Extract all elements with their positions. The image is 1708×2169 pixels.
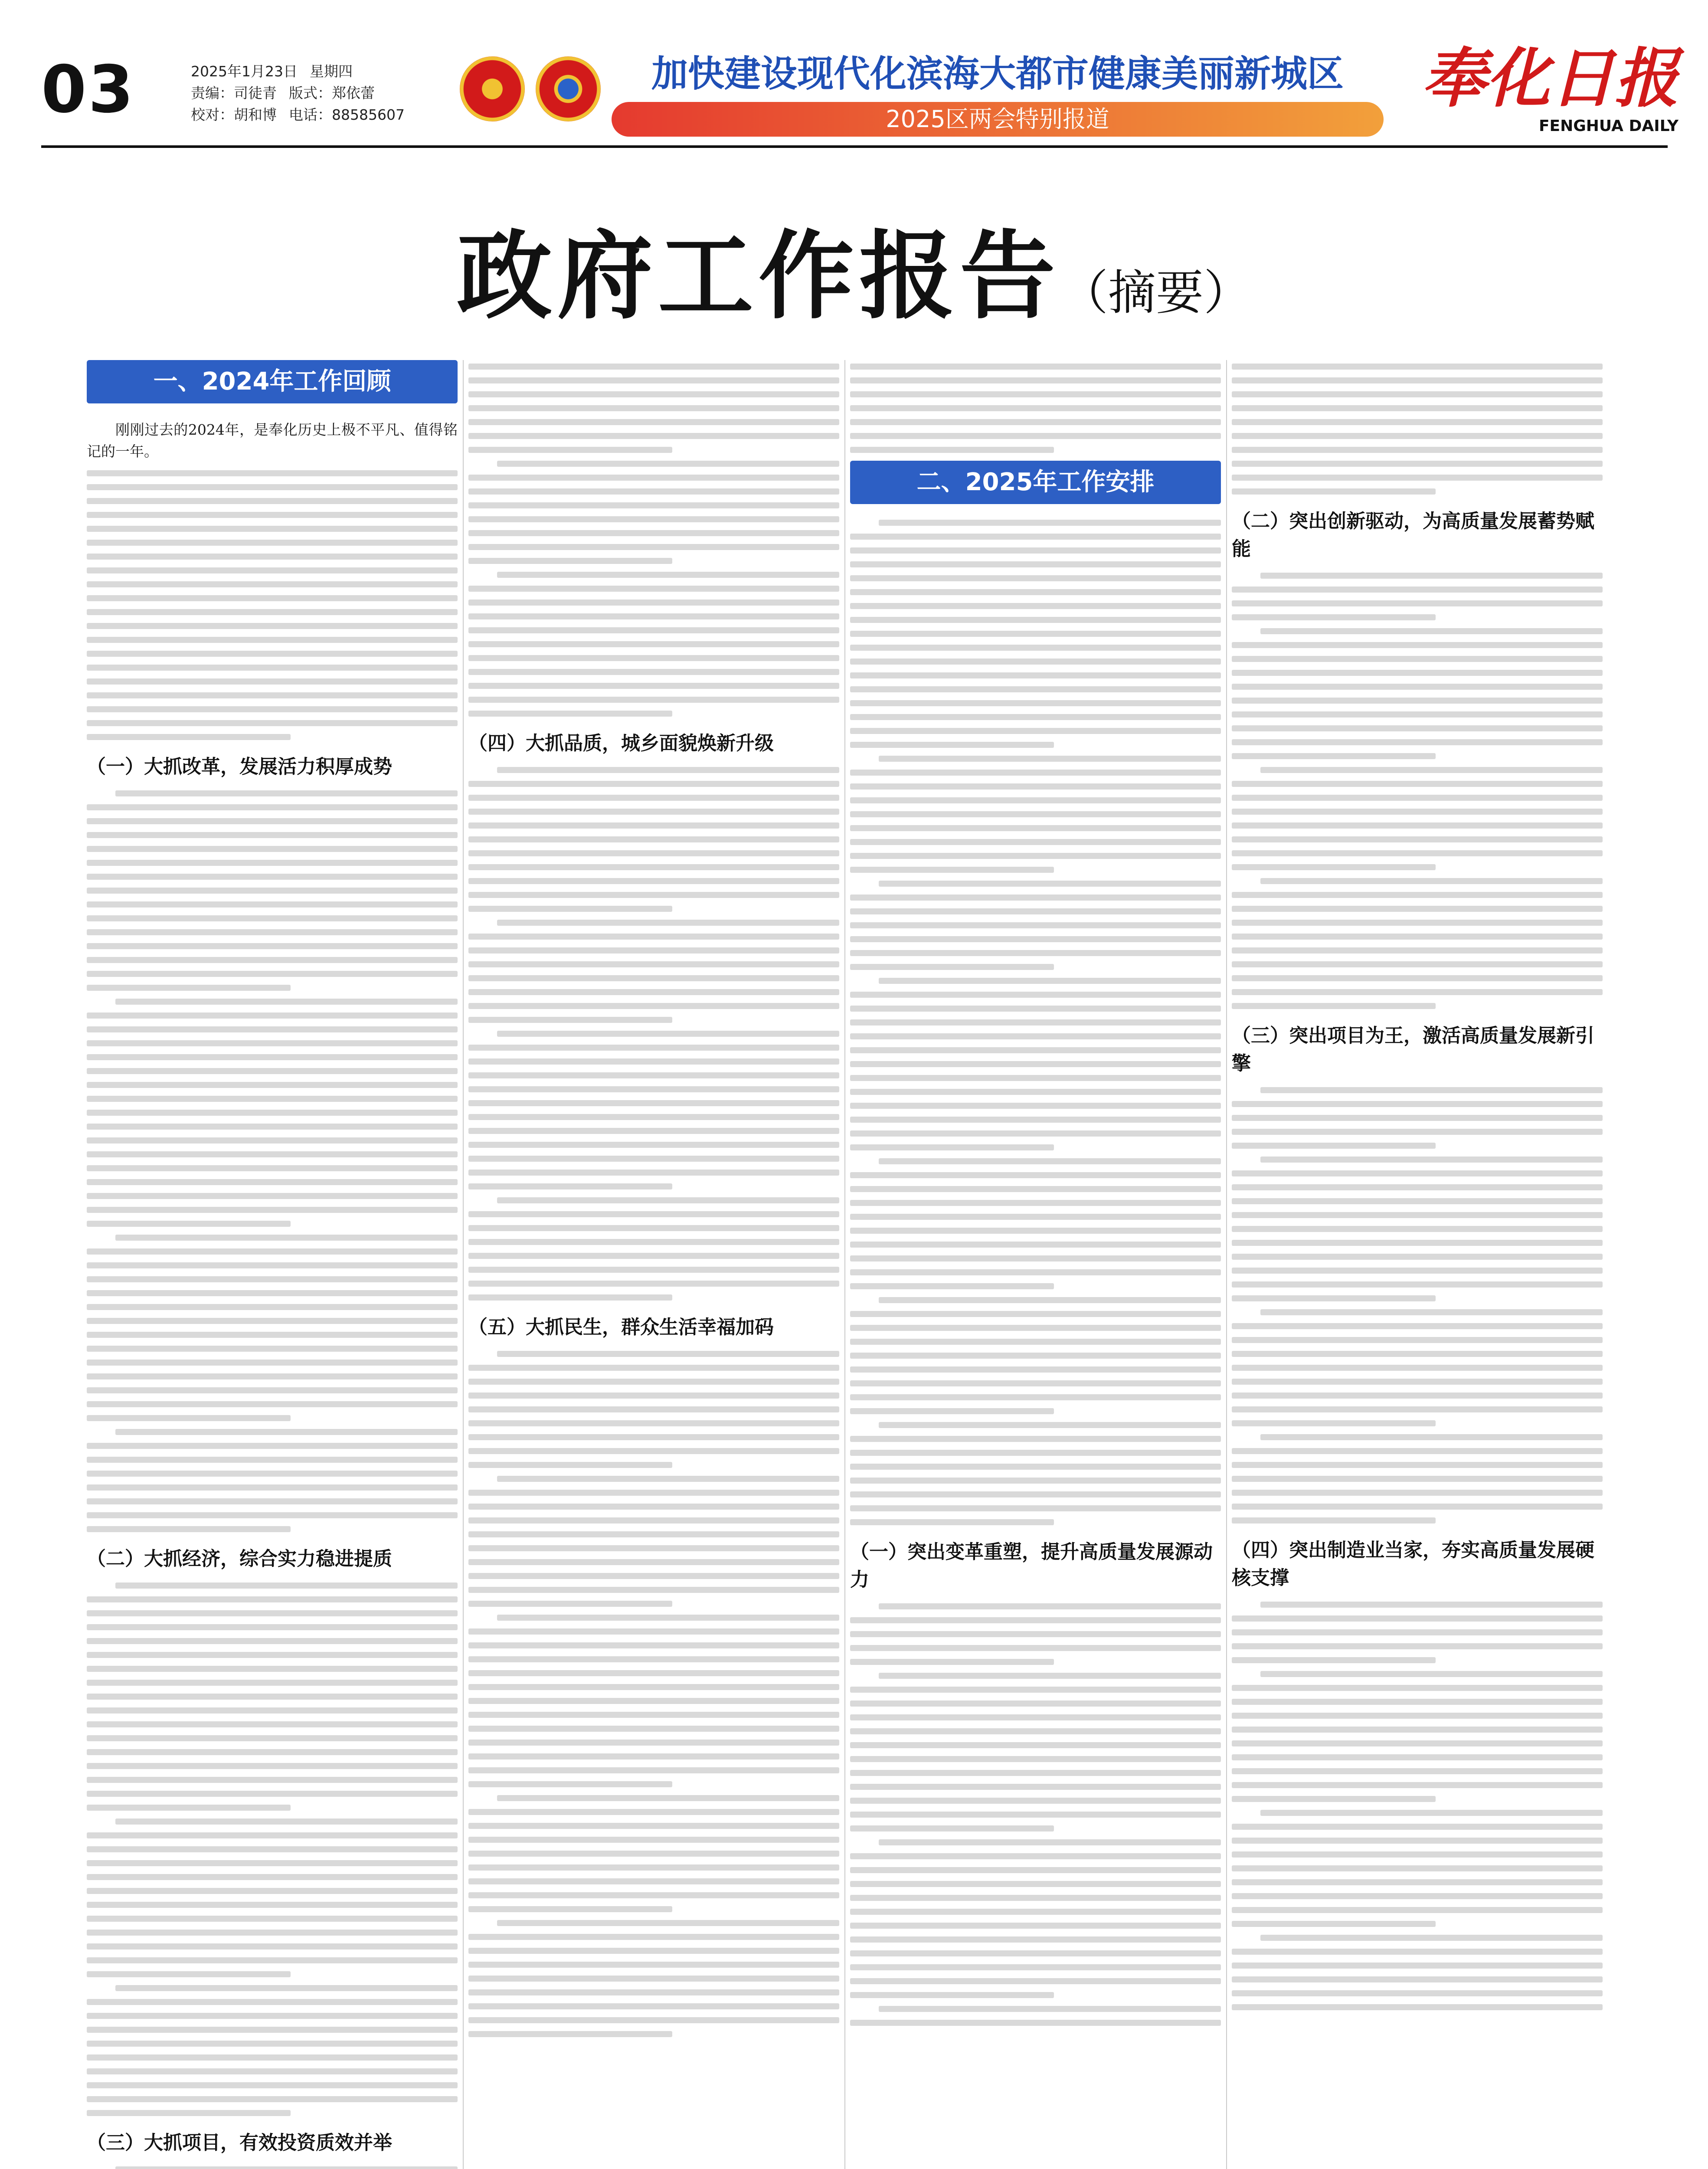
text-block bbox=[468, 364, 839, 717]
text-block bbox=[87, 790, 458, 1532]
column-3 bbox=[850, 356, 1221, 2169]
section-heading-review: 一、2024年工作回顾 bbox=[87, 360, 458, 403]
text-block bbox=[87, 470, 458, 740]
page-meta bbox=[191, 61, 417, 126]
page-number: 03 bbox=[41, 52, 135, 128]
title-sub: （摘要） bbox=[1060, 265, 1251, 321]
subheading-projects: （三）大抓项目，有效投资质效并举 bbox=[87, 2132, 392, 2154]
phone: 电话：88585607 bbox=[289, 106, 405, 123]
intro-paragraph: 刚刚过去的2024年，是奉化历史上极不平凡、值得铭记的一年。 bbox=[87, 421, 458, 460]
subheading-livelihood: （五）大抓民生，群众生活幸福加码 bbox=[468, 1316, 774, 1338]
layout-editor: 版式：郑依蕾 bbox=[289, 85, 375, 102]
page-title bbox=[0, 200, 1708, 337]
column-divider bbox=[463, 360, 464, 2169]
special-report-banner bbox=[612, 48, 1384, 141]
newspaper-logo: 奉化日报 bbox=[1422, 40, 1679, 116]
section-heading-plan: 二、2025年工作安排 bbox=[850, 461, 1221, 504]
text-block bbox=[468, 767, 839, 1301]
text-block bbox=[87, 1583, 458, 2116]
subheading-manufacturing: （四）突出制造业当家，夯实高质量发展硬核支撑 bbox=[1232, 1539, 1594, 1589]
subheading-transformation: （一）突出变革重塑，提升高质量发展源动力 bbox=[850, 1541, 1213, 1591]
editor: 责编：司徒青 bbox=[191, 85, 277, 102]
text-block bbox=[1232, 364, 1603, 495]
banner-headline: 加快建设现代化滨海大都市健康美丽新城区 bbox=[651, 52, 1344, 95]
column-1 bbox=[87, 356, 458, 2169]
issue-weekday: 星期四 bbox=[309, 63, 353, 80]
newspaper-logo-en: FENGHUA DAILY bbox=[1538, 117, 1679, 135]
title-main: 政府工作报告 bbox=[456, 220, 1060, 332]
column-divider bbox=[1226, 360, 1227, 2169]
text-block bbox=[1232, 1602, 1603, 2010]
subheading-projects-engine: （三）突出项目为王，激活高质量发展新引擎 bbox=[1232, 1025, 1594, 1075]
column-2 bbox=[468, 356, 839, 2169]
issue-date: 2025年1月23日 bbox=[191, 63, 298, 80]
text-block bbox=[850, 520, 1221, 1525]
text-block bbox=[87, 2166, 458, 2169]
subheading-innovation: （二）突出创新驱动，为高质量发展蓄势赋能 bbox=[1232, 510, 1594, 560]
national-emblem-icon bbox=[460, 56, 525, 121]
subheading-reform: （一）大抓改革，发展活力积厚成势 bbox=[87, 756, 392, 778]
text-block bbox=[850, 1603, 1221, 2026]
masthead bbox=[0, 0, 1708, 143]
proofreader: 校对：胡和博 bbox=[191, 106, 277, 123]
text-block bbox=[1232, 1087, 1603, 1524]
column-divider bbox=[844, 360, 845, 2169]
masthead-divider bbox=[41, 145, 1668, 148]
text-block bbox=[1232, 573, 1603, 1009]
text-block bbox=[468, 1351, 839, 2037]
subheading-economy: （二）大抓经济，综合实力稳进提质 bbox=[87, 1548, 392, 1570]
text-block bbox=[850, 364, 1221, 453]
subheading-urban-quality: （四）大抓品质，城乡面貌焕新升级 bbox=[468, 732, 774, 754]
column-4 bbox=[1232, 356, 1603, 2169]
cppcc-emblem-icon bbox=[536, 56, 601, 121]
banner-subtitle: 2025区两会特别报道 bbox=[612, 102, 1384, 137]
